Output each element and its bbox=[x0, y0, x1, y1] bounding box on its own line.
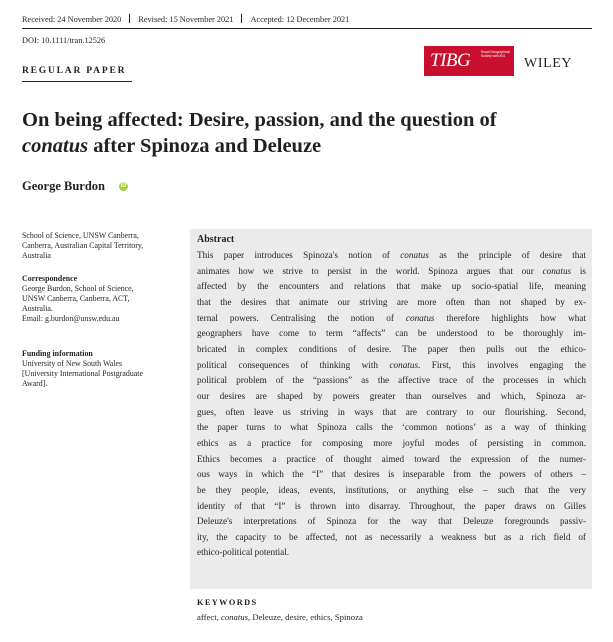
italic-term: conatus bbox=[220, 612, 248, 622]
abstract-line: our desires are shaped by powers greater than ourselves and which, Spinoza ar- bbox=[197, 390, 586, 401]
article-dates bbox=[22, 14, 349, 24]
funding-line: University of New South Wales bbox=[22, 359, 123, 368]
abstract-line: geographers have come to term “affects” can be understood to be thoroughly im- bbox=[197, 328, 586, 339]
affiliation-line: School of Science, UNSW Canberra, bbox=[22, 231, 139, 240]
journal-logo-text: TIBG bbox=[430, 50, 471, 71]
funding-information bbox=[22, 349, 184, 389]
abstract-line: Deleuze's interpretations of Spinoza for the way that Deleuze foregrounds passiv- bbox=[197, 516, 586, 527]
received-date: Received: 24 November 2020 bbox=[22, 15, 122, 24]
title-line-2: after Spinoza and Deleuze bbox=[88, 135, 322, 157]
divider bbox=[241, 14, 242, 23]
funding-line: [University International Postgraduate bbox=[22, 369, 143, 378]
affiliation-line: Canberra, Australian Capital Territory, bbox=[22, 241, 144, 250]
italic-term: conatus bbox=[389, 359, 419, 370]
abstract-line: political problem of the “passions” as the affective trace of the processes in which bbox=[197, 375, 586, 386]
divider bbox=[129, 14, 130, 23]
abstract-line: Ethics becomes a practice of thought aimed toward the expression of the numer- bbox=[197, 453, 586, 464]
section-rule bbox=[22, 81, 132, 82]
keywords-list bbox=[197, 612, 363, 622]
abstract-line: animates how we strive to persist in the world. Spinoza argues that our conatus is bbox=[197, 265, 586, 276]
abstract-line: the paper turns to what Spinoza calls the ‘common notions’ as a way of thinking bbox=[197, 422, 586, 433]
funding-heading: Funding information bbox=[22, 349, 93, 358]
abstract-line: ternal powers. Centralising the notion of conatus therefore highlights how what bbox=[197, 312, 587, 323]
abstract-line: ethico-political potential. bbox=[197, 547, 290, 558]
revised-date: Revised: 15 November 2021 bbox=[138, 15, 234, 24]
correspondence-line: George Burdon, School of Science, bbox=[22, 284, 134, 293]
correspondence-line: Australia. bbox=[22, 304, 53, 313]
keywords-heading: KEYWORDS bbox=[197, 598, 258, 607]
abstract-line: be they people, ideas, events, institutions, or anything else – such that the very bbox=[197, 484, 586, 495]
header-rule bbox=[22, 28, 592, 29]
affiliation bbox=[22, 231, 184, 261]
italic-term: conatus bbox=[542, 265, 572, 276]
abstract-line: affected by the encounters and relations that make up socio-spatial life, meaning bbox=[197, 281, 586, 292]
abstract-line: ethics as a practice for composing more joyful modes of persisting in common. bbox=[197, 437, 586, 448]
abstract-heading: Abstract bbox=[197, 234, 235, 245]
society-name: Royal Geographical Society with IBG bbox=[481, 50, 510, 59]
abstract-line: ous ways in which the “I” that desires is inseparable from the powers of others – bbox=[197, 469, 586, 480]
publisher-logo: WILEY bbox=[524, 56, 573, 71]
author-name[interactable]: George Burdon bbox=[22, 179, 105, 193]
italic-term: conatus bbox=[400, 250, 429, 260]
section-label: REGULAR PAPER bbox=[22, 66, 127, 76]
abstract-line: bricated in complex conditions of desire. The paper then pulls out the ethico- bbox=[197, 343, 586, 354]
abstract-line: that the desires that animate our striving are more often than not shaped by ex- bbox=[197, 296, 586, 307]
abstract-text bbox=[197, 248, 586, 561]
affiliation-line: Australia bbox=[22, 251, 51, 260]
keywords-text: affect, conatus, Deleuze, desire, ethics, Spinoza bbox=[197, 612, 363, 622]
doi[interactable]: DOI: 10.1111/tran.12526 bbox=[22, 36, 106, 45]
abstract-line: gues, often leave us striving in ways that are contrary to our flourishing. Second, bbox=[197, 406, 586, 417]
correspondence bbox=[22, 274, 184, 324]
funding-line: Award]. bbox=[22, 379, 48, 388]
abstract-line: political consequences of thinking with conatus. First, this involves engaging the bbox=[197, 359, 586, 370]
abstract-line: identity of that “I” is thrown into disarray. Throughout, the paper draws on Gilles bbox=[197, 500, 586, 511]
page-title bbox=[22, 107, 582, 159]
italic-term: conatus bbox=[405, 312, 435, 323]
abstract-line: This paper introduces Spinoza's notion of conatus as the principle of desire that bbox=[197, 250, 586, 260]
correspondence-heading: Correspondence bbox=[22, 274, 78, 283]
orcid-icon[interactable]: iD bbox=[120, 183, 127, 189]
email-link[interactable]: Email: g.burdon@unsw.edu.au bbox=[22, 314, 120, 323]
correspondence-line: UNSW Canberra, Canberra, ACT, bbox=[22, 294, 130, 303]
accepted-date: Accepted: 12 December 2021 bbox=[250, 15, 350, 24]
title-line-1: On being affected: Desire, passion, and the question of bbox=[22, 109, 497, 131]
abstract-line: ity, the capacity to be affected, not as necessarily a weakness but as a rich field of bbox=[197, 531, 586, 542]
title-italic-term: conatus bbox=[22, 135, 89, 157]
journal-logo bbox=[424, 46, 514, 76]
